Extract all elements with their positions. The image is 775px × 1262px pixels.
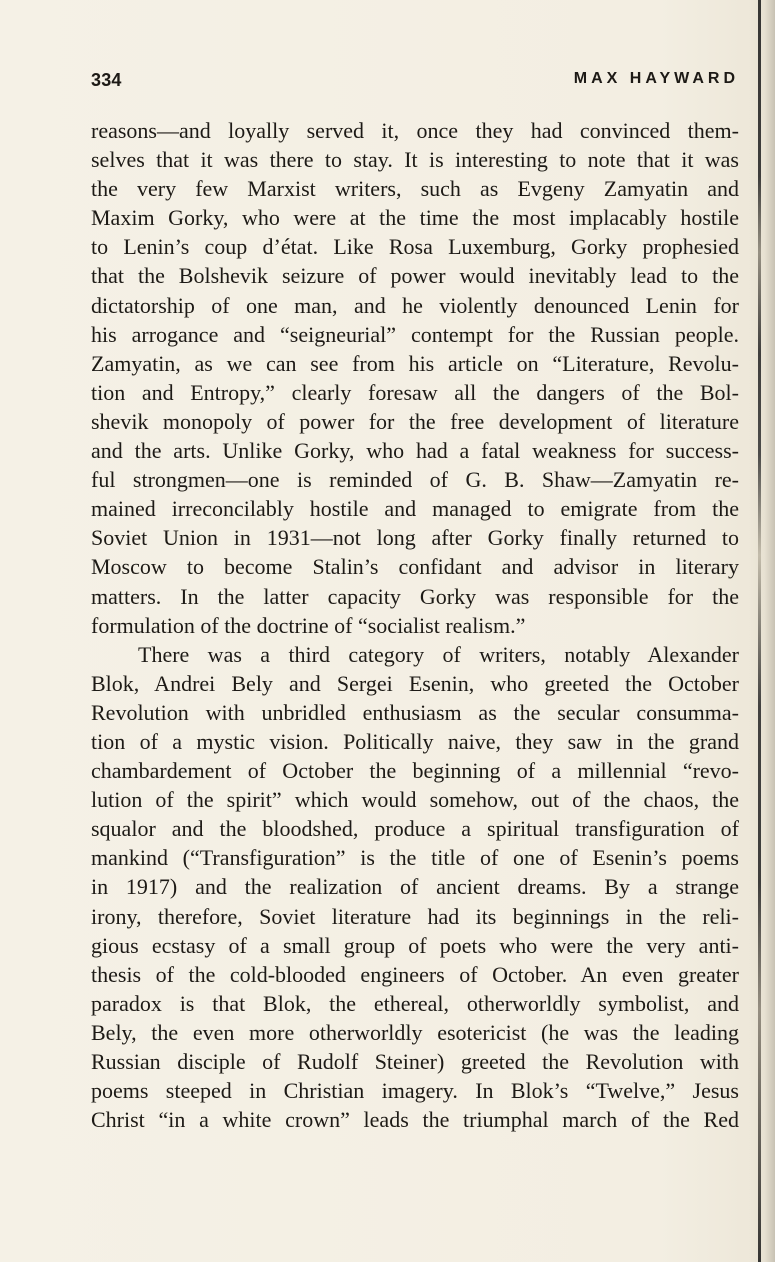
text-line: Zamyatin, as we can see from his article on “Literature, Revolu-: [91, 350, 739, 376]
text-line: in 1917) and the realization of ancient dreams. By a strange: [91, 874, 739, 900]
text-line: matters. In the latter capacity Gorky was responsible for the: [91, 583, 739, 609]
page-edge-line: [758, 0, 761, 1262]
text-line: reasons—and loyally served it, once they had convinced them-: [91, 118, 739, 143]
text-line: gious ecstasy of a small group of poets who were the very anti-: [91, 932, 739, 958]
text-line: Revolution with unbridled enthusiasm as the secular consumma-: [91, 699, 739, 725]
text-line: ful strongmen—one is reminded of G. B. Shaw—Zamyatin re-: [91, 467, 739, 493]
text-line: Christ “in a white crown” leads the triumphal march of the Red: [91, 1107, 739, 1133]
page-header: [91, 70, 739, 98]
text-line: squalor and the bloodshed, produce a spiritual transfiguration of: [91, 816, 739, 842]
text-line: tion of a mystic vision. Politically naive, they saw in the grand: [91, 728, 739, 754]
text-line: poems steeped in Christian imagery. In Blok’s “Twelve,” Jesus: [91, 1078, 739, 1104]
text-line: his arrogance and “seigneurial” contempt for the Russian people.: [91, 321, 739, 347]
running-head: MAX HAYWARD: [573, 70, 739, 87]
text-line: Blok, Andrei Bely and Sergei Esenin, who greeted the October: [91, 670, 739, 696]
text-line: Bely, the even more otherworldly esotericist (he was the leading: [91, 1019, 739, 1045]
text-line: chambardement of October the beginning of a millennial “revo-: [91, 758, 739, 784]
text-line: mained irreconcilably hostile and managed to emigrate from the: [91, 496, 739, 522]
page-edge-shadow: [749, 0, 775, 1262]
text-line: that the Bolshevik seizure of power would inevitably lead to the: [91, 263, 739, 289]
text-line: lution of the spirit” which would somehow, out of the chaos, the: [91, 787, 739, 813]
text-line: paradox is that Blok, the ethereal, otherworldly symbolist, and: [91, 990, 739, 1016]
body-text: [91, 116, 739, 1134]
text-line: Moscow to become Stalin’s confidant and advisor in literary: [91, 554, 739, 580]
text-line: thesis of the cold-blooded engineers of October. An even greater: [91, 961, 739, 987]
page-number: 334: [91, 70, 122, 90]
text-line: tion and Entropy,” clearly foresaw all the dangers of the Bol-: [91, 379, 739, 405]
text-line: There was a third category of writers, notably Alexander: [138, 641, 739, 667]
text-line: the very few Marxist writers, such as Evgeny Zamyatin and: [91, 176, 739, 202]
text-line: and the arts. Unlike Gorky, who had a fatal weakness for success-: [91, 438, 739, 464]
text-line: mankind (“Transfiguration” is the title of one of Esenin’s poems: [91, 845, 739, 871]
text-line: Maxim Gorky, who were at the time the most implacably hostile: [91, 205, 739, 231]
text-line: dictatorship of one man, and he violently denounced Lenin for: [91, 292, 739, 318]
text-line: Russian disciple of Rudolf Steiner) greeted the Revolution with: [91, 1049, 739, 1074]
text-line: selves that it was there to stay. It is interesting to note that it was: [91, 147, 739, 173]
text-line: shevik monopoly of power for the free development of literature: [91, 408, 739, 434]
text-line: formulation of the doctrine of “socialist realism.”: [91, 612, 526, 638]
text-line: Soviet Union in 1931—not long after Gorky finally returned to: [91, 525, 739, 551]
text-line: to Lenin’s coup d’état. Like Rosa Luxemburg, Gorky prophesied: [91, 234, 739, 260]
text-line: irony, therefore, Soviet literature had its beginnings in the reli-: [91, 903, 739, 929]
